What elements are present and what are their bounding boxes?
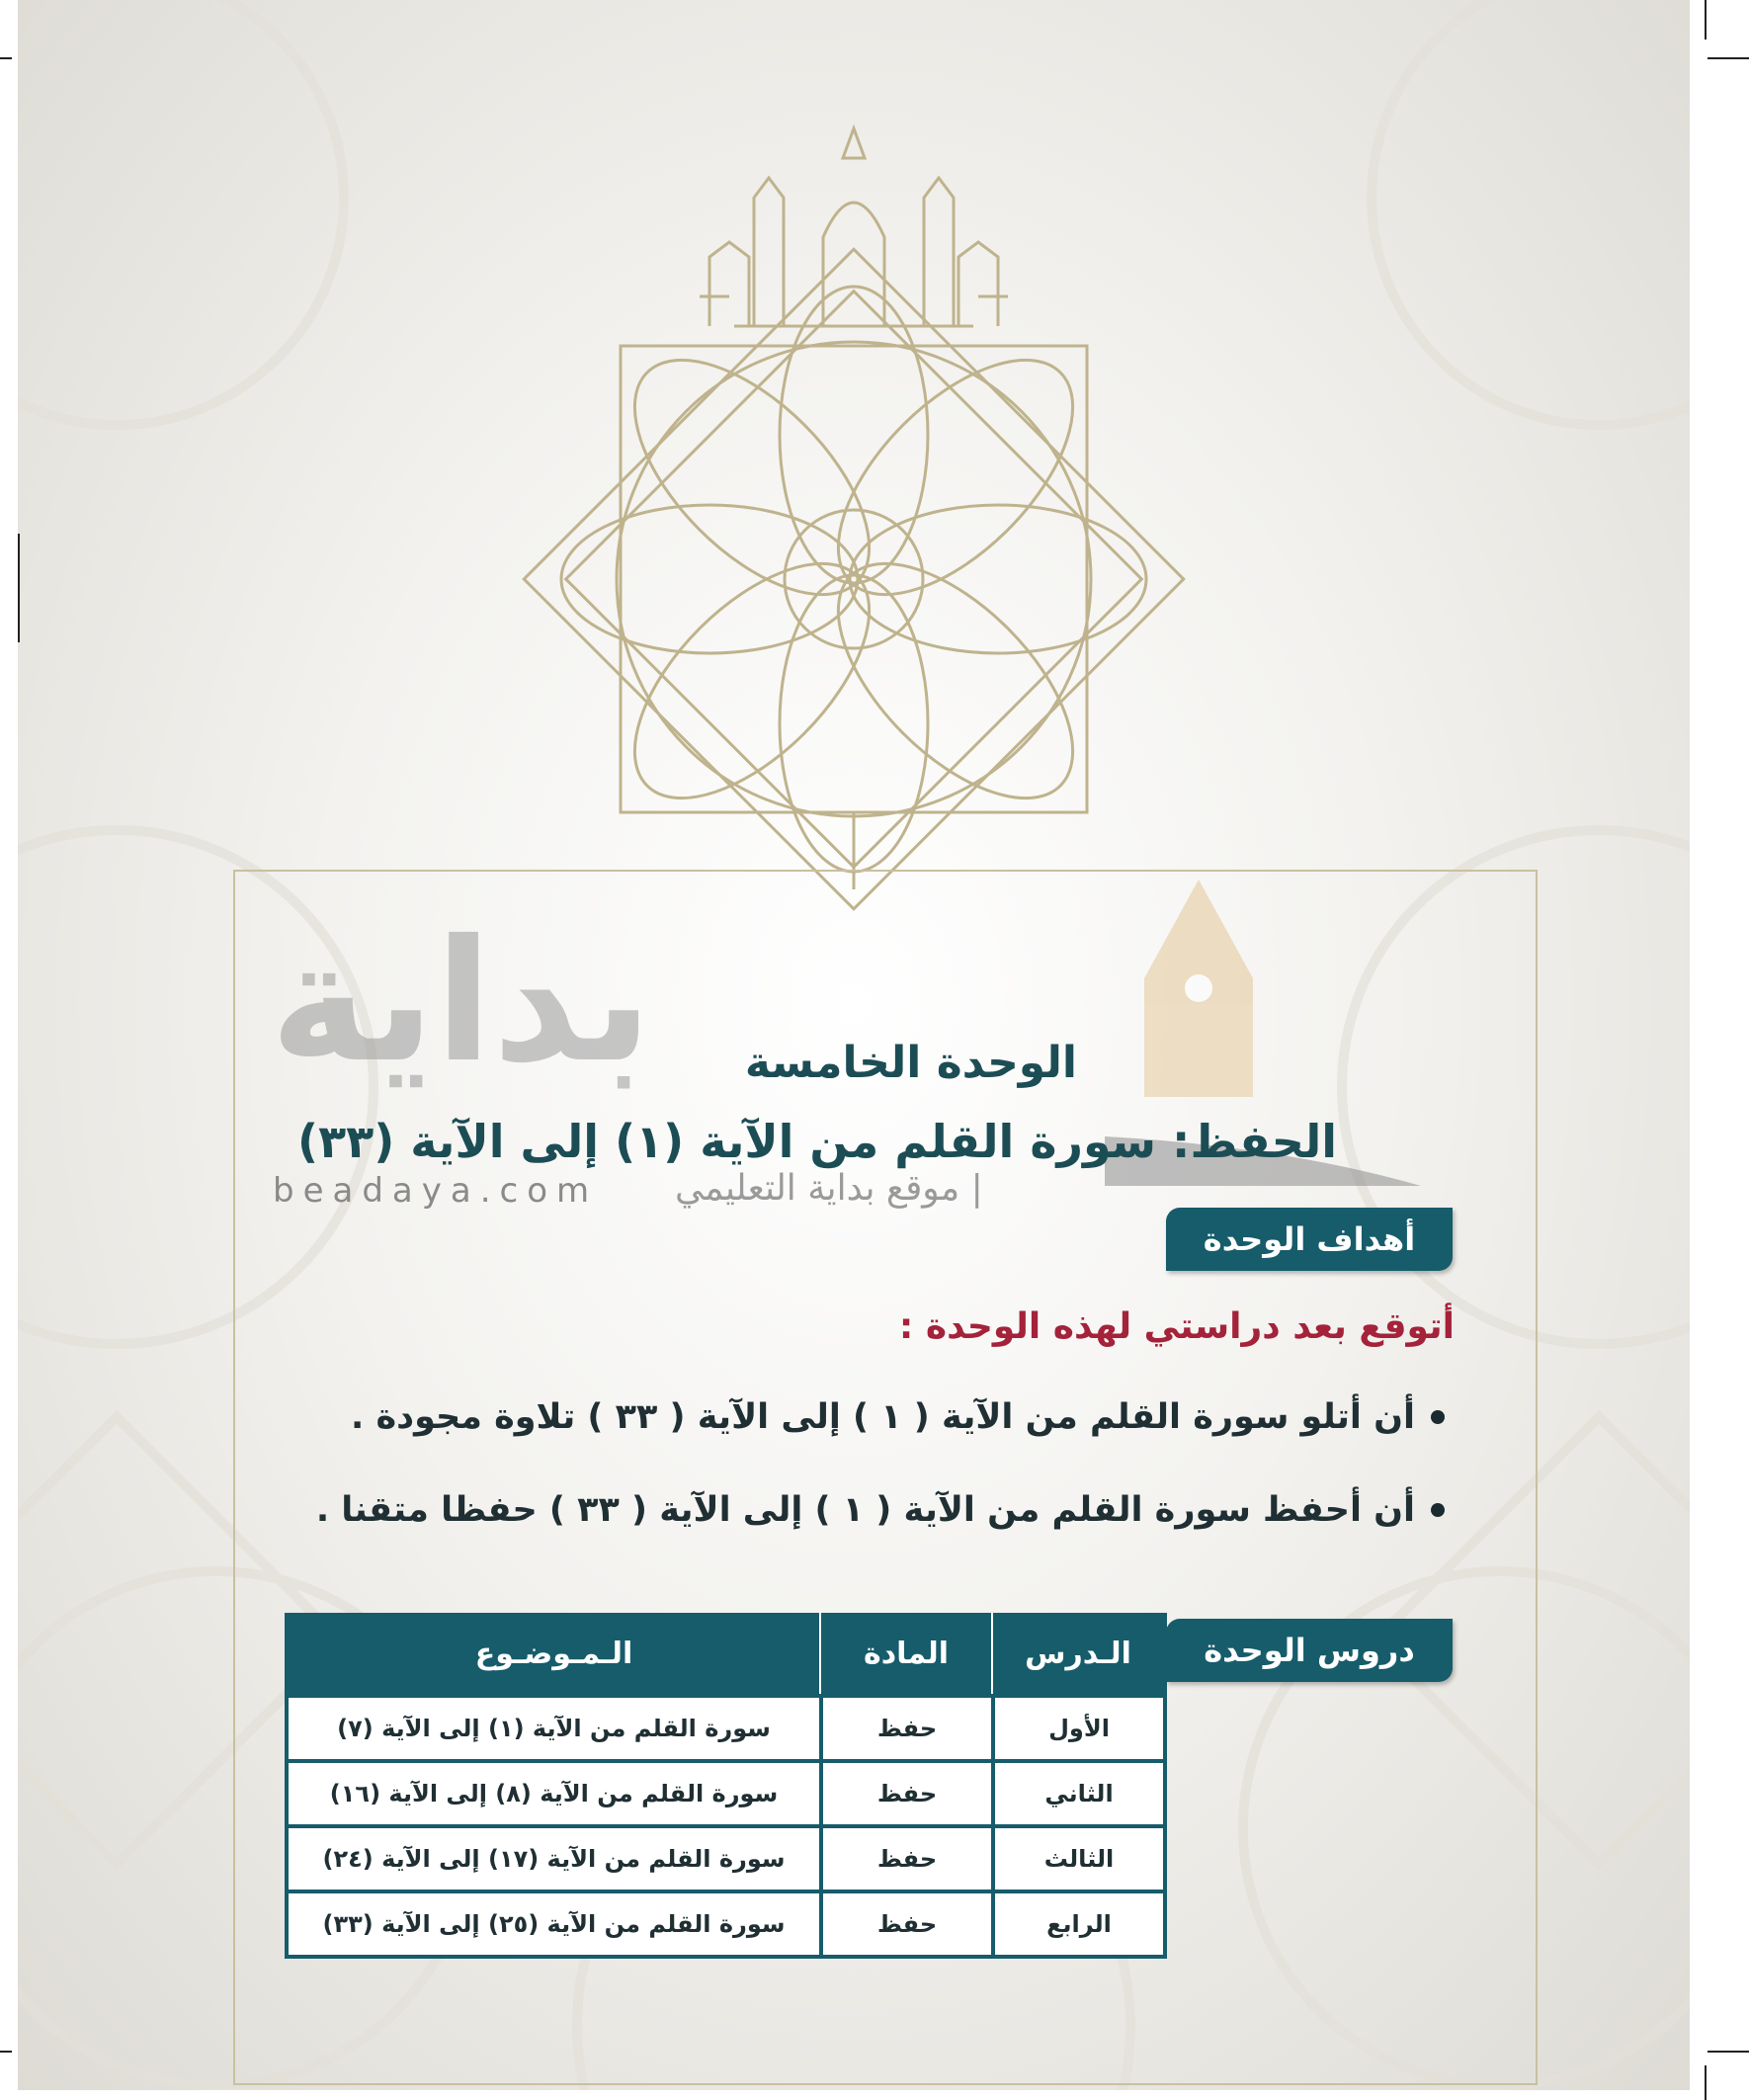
header-lesson: الـدرس bbox=[991, 1613, 1163, 1694]
cell-subject: حفظ bbox=[819, 1694, 991, 1759]
cell-lesson: الرابع bbox=[991, 1890, 1163, 1955]
book-page bbox=[18, 0, 1690, 2090]
crop-mark bbox=[1705, 0, 1707, 40]
bullet-icon bbox=[1431, 1410, 1445, 1424]
goals-intro: أتوقع بعد دراستي لهذه الوحدة : bbox=[898, 1306, 1455, 1347]
lessons-heading: دروس الوحدة bbox=[1166, 1619, 1453, 1682]
cell-subject: حفظ bbox=[819, 1759, 991, 1824]
table-header-row bbox=[289, 1613, 1163, 1694]
goal-text: أن أحفظ سورة القلم من الآية ( ١ ) إلى الآية ( ٣٣ ) حفظا متقنا . bbox=[315, 1490, 1415, 1530]
goals-heading: أهداف الوحدة bbox=[1166, 1208, 1453, 1271]
cell-subject: حفظ bbox=[819, 1824, 991, 1890]
table-row bbox=[289, 1759, 1163, 1824]
bullet-icon bbox=[1431, 1503, 1445, 1517]
goal-item bbox=[316, 1490, 1445, 1530]
lessons-table bbox=[285, 1613, 1167, 1959]
goal-text: أن أتلو سورة القلم من الآية ( ١ ) إلى الآية ( ٣٣ ) تلاوة مجودة . bbox=[350, 1397, 1415, 1437]
cell-subject: حفظ bbox=[819, 1890, 991, 1955]
watermark-site-arabic: | موقع بداية التعليمي bbox=[675, 1168, 983, 1209]
cell-topic: سورة القلم من الآية (٢٥) إلى الآية (٣٣) bbox=[289, 1890, 819, 1955]
table-row bbox=[289, 1694, 1163, 1759]
crop-mark bbox=[1705, 2065, 1707, 2100]
crop-mark bbox=[0, 57, 12, 59]
crop-mark bbox=[0, 2051, 12, 2053]
header-subject: المادة bbox=[819, 1613, 991, 1694]
cell-topic: سورة القلم من الآية (١٧) إلى الآية (٢٤) bbox=[289, 1824, 819, 1890]
cell-lesson: الثالث bbox=[991, 1824, 1163, 1890]
table-row bbox=[289, 1890, 1163, 1955]
goal-item bbox=[351, 1397, 1445, 1437]
unit-subtitle: الحفظ: سورة القلم من الآية (١) إلى الآية (٣٣) bbox=[297, 1115, 1337, 1168]
crop-mark bbox=[1707, 2051, 1749, 2053]
cell-topic: سورة القلم من الآية (١) إلى الآية (٧) bbox=[289, 1694, 819, 1759]
cell-lesson: الأول bbox=[991, 1694, 1163, 1759]
crop-mark bbox=[18, 534, 20, 642]
cell-topic: سورة القلم من الآية (٨) إلى الآية (١٦) bbox=[289, 1759, 819, 1824]
watermark-brand: بداية bbox=[270, 904, 653, 1100]
unit-title: الوحدة الخامسة bbox=[744, 1038, 1077, 1088]
cell-lesson: الثاني bbox=[991, 1759, 1163, 1824]
watermark-site: beadaya.com bbox=[273, 1171, 599, 1211]
header-topic: الـمـوضـوع bbox=[474, 1636, 633, 1671]
table-row bbox=[289, 1824, 1163, 1890]
crop-mark bbox=[1707, 57, 1749, 59]
